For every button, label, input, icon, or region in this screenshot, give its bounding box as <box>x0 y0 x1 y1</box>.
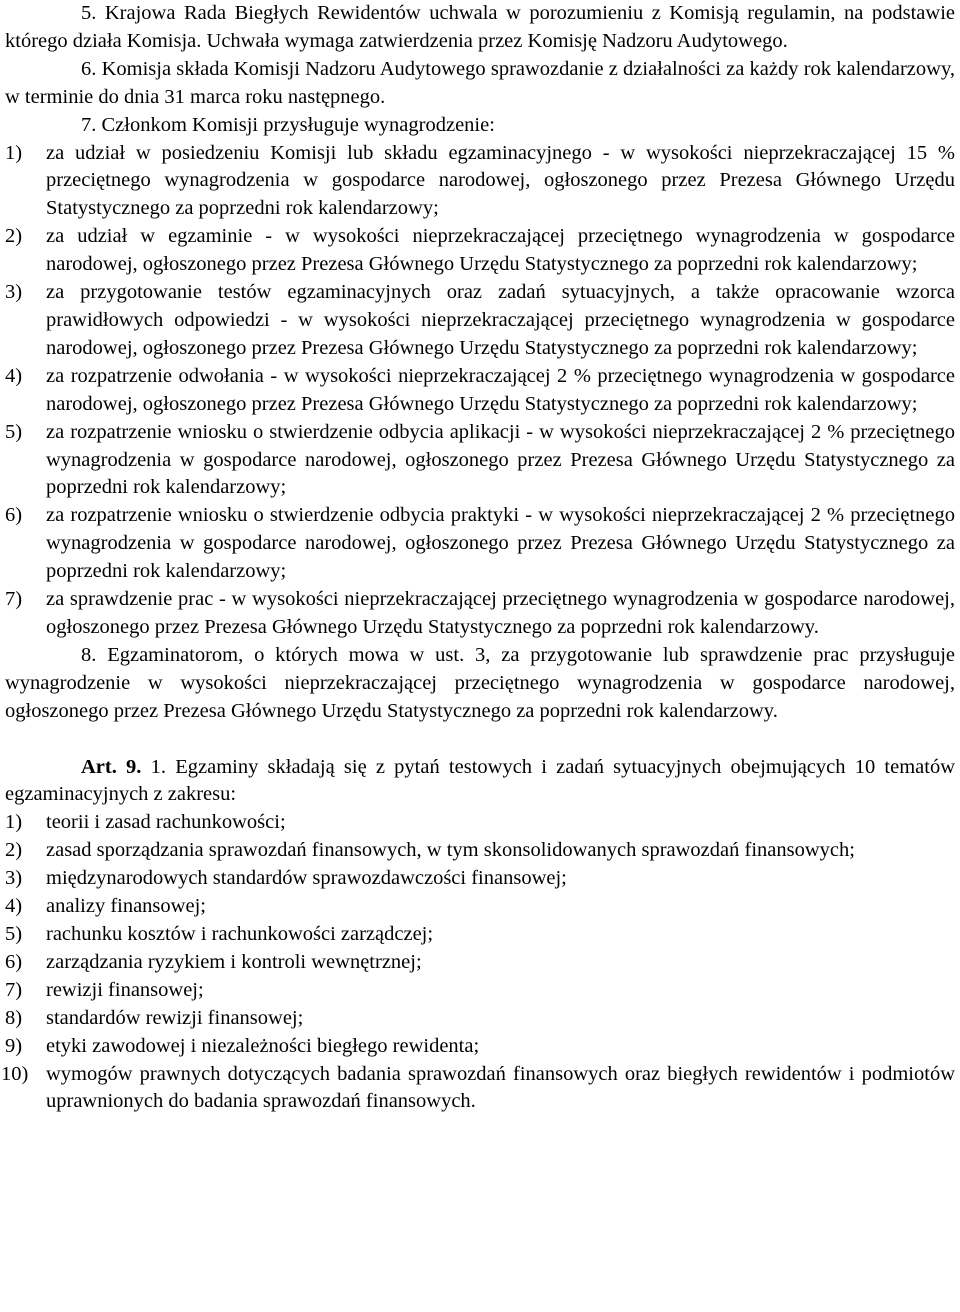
list-item-number: 8) <box>5 1006 23 1029</box>
list-item-text: standardów rewizji finansowej; <box>46 1006 304 1029</box>
list-item-number: 6) <box>5 504 23 527</box>
list-item-text: zasad sporządzania sprawozdań finansowych, w tym skonsolidowanych sprawozdań finansowych; <box>46 839 855 862</box>
paragraph-7: 7. Członkom Komisji przysługuje wynagrodzenie: <box>81 113 495 136</box>
list-item-number: 10) <box>1 1062 29 1085</box>
list-item-number: 4) <box>5 895 23 918</box>
list-item <box>5 279 955 363</box>
list-item-number: 2) <box>5 839 23 862</box>
list-item-text: za rozpatrzenie wniosku o stwierdzenie odbycia aplikacji - w wysokości nieprzekraczającej 2 % przeciętnego wynagrodzenia w gospodarce narodowej, ogłoszonego przez Prezesa Głównego Urzędu Statystycznego za poprzedni rok kalendarzowy; <box>46 420 955 499</box>
document-page <box>1 0 955 1116</box>
list-item-number: 1) <box>5 141 23 164</box>
section-spacer <box>5 726 955 754</box>
list-item-text: za przygotowanie testów egzaminacyjnych oraz zadań sytuacyjnych, a także opracowanie wzorca prawidłowych odpowiedzi - w wysokości nieprzekraczającej przeciętnego wynagrodzenia w gospodarce narodowej, ogłoszonego przez Prezesa Głównego Urzędu Statystycznego za poprzedni rok kalendarzowy; <box>46 281 955 359</box>
list-item <box>5 223 955 279</box>
list-item <box>5 837 955 865</box>
list-item-number: 5) <box>5 923 23 945</box>
list-item <box>5 419 955 503</box>
list-item-text: za udział w egzaminie - w wysokości nieprzekraczającej przeciętnego wynagrodzenia w gospodarce narodowej, ogłoszonego przez Prezesa Głównego Urzędu Statystycznego za poprzedni rok kalendarzowy; <box>46 225 955 276</box>
list-item-number: 5) <box>5 420 23 443</box>
list-item-number: 2) <box>5 225 23 248</box>
list-item <box>5 809 955 837</box>
list-item-text: rachunku kosztów i rachunkowości zarządczej; <box>46 923 434 945</box>
list-item <box>5 1005 955 1033</box>
list-item-text: zarządzania ryzykiem i kontroli wewnętrznej; <box>46 950 422 973</box>
list-item-text: za udział w posiedzeniu Komisji lub składu egzaminacyjnego - w wysokości nieprzekraczającej 15 % przeciętnego wynagrodzenia w gospodarce narodowej, ogłoszonego przez Prezesa Głównego Urzędu Statystycznego za poprzedni rok kalendarzowy; <box>46 141 955 220</box>
article-9-list <box>1 809 955 1116</box>
article-9-paragraph-1 <box>5 754 955 810</box>
list-item-number: 3) <box>5 867 23 890</box>
list-item <box>5 363 955 419</box>
article-9-paragraph-1-text: 1. Egzaminy składają się z pytań testowych i zadań sytuacyjnych obejmujących 10 tematów egzaminacyjnych z zakresu: <box>5 755 955 806</box>
list-item-number: 7) <box>5 588 23 611</box>
list-item-number: 3) <box>5 281 23 304</box>
list-item <box>5 977 955 1005</box>
list-item <box>5 949 955 977</box>
list-item-number: 6) <box>5 950 23 973</box>
list-item-text: rewizji finansowej; <box>46 978 204 1001</box>
list-item-number: 7) <box>5 978 23 1001</box>
paragraph-7-list <box>5 140 955 642</box>
paragraph-6: 6. Komisja składa Komisji Nadzoru Audytowego sprawozdanie z działalności za każdy rok kalendarzowy, w terminie do dnia 31 marca roku następnego. <box>5 57 955 108</box>
list-item-text: za rozpatrzenie odwołania - w wysokości nieprzekraczającej 2 % przeciętnego wynagrodzenia w gospodarce narodowej, ogłoszonego przez Prezesa Głównego Urzędu Statystycznego za poprzedni rok kalendarzowy; <box>46 364 955 415</box>
list-item <box>5 893 955 921</box>
list-item-number: 9) <box>5 1034 23 1057</box>
list-item-text: za rozpatrzenie wniosku o stwierdzenie odbycia praktyki - w wysokości nieprzekraczającej 2 % przeciętnego wynagrodzenia w gospodarce narodowej, ogłoszonego przez Prezesa Głównego Urzędu Statystycznego za poprzedni rok kalendarzowy; <box>46 504 955 583</box>
paragraph-8: 8. Egzaminatorom, o których mowa w ust. 3, za przygotowanie lub sprawdzenie prac przysługuje wynagrodzenie w wysokości nieprzekraczającej przeciętnego wynagrodzenia w gospodarce narodowej, ogłoszonego przez Prezesa Głównego Urzędu Statystycznego za poprzedni rok kalendarzowy. <box>5 643 955 722</box>
list-item <box>5 921 955 949</box>
list-item-text: wymogów prawnych dotyczących badania sprawozdań finansowych oraz biegłych rewidentów i podmiotów uprawnionych do badania sprawozdań finansowych. <box>46 1062 955 1113</box>
list-item-text: międzynarodowych standardów sprawozdawczości finansowej; <box>46 867 567 890</box>
list-item-number: 1) <box>5 811 23 834</box>
list-item-text: analizy finansowej; <box>46 895 206 918</box>
list-item-text: za sprawdzenie prac - w wysokości nieprzekraczającej przeciętnego wynagrodzenia w gospodarce narodowej, ogłoszonego przez Prezesa Głównego Urzędu Statystycznego za poprzedni rok kalendarzowy. <box>46 588 955 638</box>
list-item-text: etyki zawodowej i niezależności biegłego rewidenta; <box>46 1034 480 1057</box>
list-item <box>5 140 955 224</box>
list-item <box>5 1033 955 1061</box>
list-item-text: teorii i zasad rachunkowości; <box>46 811 286 834</box>
article-heading: Art. 9. <box>81 755 142 778</box>
list-item <box>5 502 955 586</box>
list-item-number: 4) <box>5 364 23 387</box>
list-item <box>5 865 955 893</box>
paragraph-5: 5. Krajowa Rada Biegłych Rewidentów uchwala w porozumieniu z Komisją regulamin, na podstawie którego działa Komisja. Uchwała wymaga zatwierdzenia przez Komisję Nadzoru Audytowego. <box>5 2 955 52</box>
list-item <box>1 1061 955 1117</box>
list-item <box>5 586 955 642</box>
